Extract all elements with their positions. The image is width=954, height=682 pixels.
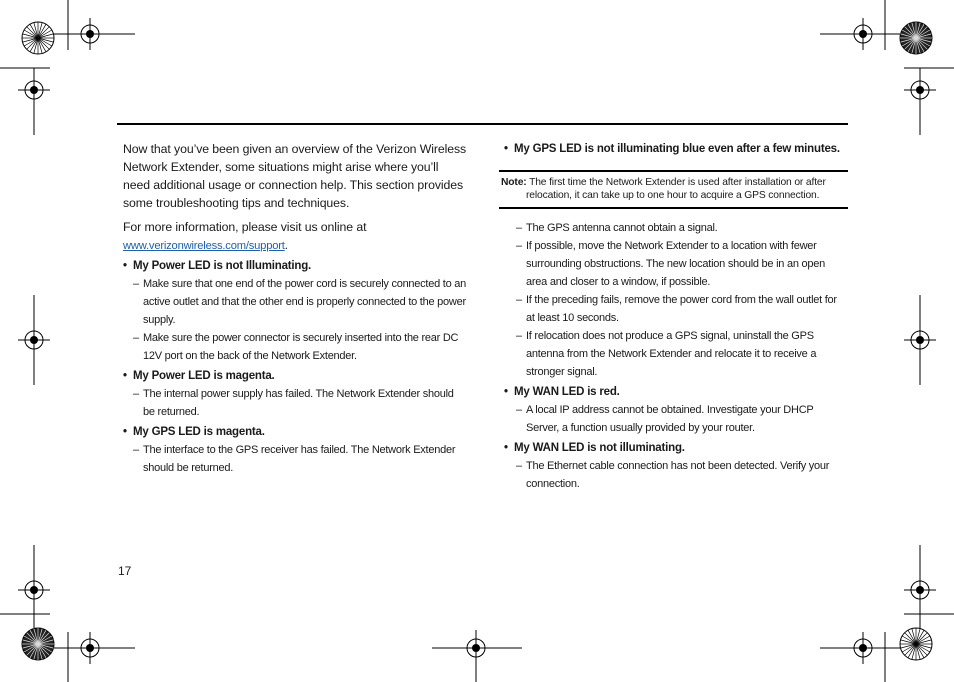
note-line-2: relocation, it can take up to one hour to acquire a GPS connection. <box>526 189 820 201</box>
registration-mark <box>18 574 50 606</box>
dash-icon: – <box>133 278 139 290</box>
list-item <box>499 327 848 381</box>
registration-mark <box>847 18 879 50</box>
color-bar-mark <box>22 22 54 54</box>
list-item <box>123 441 468 477</box>
item-text: A local IP address cannot be obtained. Investigate your DHCP Server, a function usually provided by your router. <box>526 404 814 434</box>
item-text: The interface to the GPS receiver has failed. The Network Extender should be returned. <box>143 444 456 474</box>
dash-icon: – <box>516 404 522 416</box>
heading-text: My GPS LED is not illuminating blue even after a few minutes. <box>514 143 840 155</box>
note-label: Note: <box>501 177 527 188</box>
page-number: 17 <box>118 564 132 578</box>
list-item <box>499 401 848 437</box>
item-text: Make sure that one end of the power cord is securely connected to an active outlet and that the other end is properly connected to the power supply. <box>143 278 466 326</box>
registration-mark <box>74 18 106 50</box>
section-heading <box>499 140 848 158</box>
list-item <box>499 291 848 327</box>
heading-text: My WAN LED is red. <box>514 386 620 398</box>
item-text: If relocation does not produce a GPS signal, uninstall the GPS antenna from the Network Extender and relocate it to receive a stronger signal. <box>526 330 817 378</box>
registration-mark <box>460 632 492 664</box>
section-heading <box>499 383 848 401</box>
dash-icon: – <box>133 444 139 456</box>
list-item <box>499 237 848 291</box>
bullet-icon: • <box>504 442 508 454</box>
section-power-not-illuminating <box>123 257 468 365</box>
bullet-icon: • <box>123 370 127 382</box>
list-item <box>123 385 468 421</box>
list-item <box>123 275 468 329</box>
right-column <box>499 140 848 493</box>
color-bar-mark <box>900 628 932 660</box>
heading-text: My Power LED is not Illuminating. <box>133 260 312 272</box>
bullet-icon: • <box>123 426 127 438</box>
note-line-1 <box>501 177 848 190</box>
item-text: The internal power supply has failed. The Network Extender should be returned. <box>143 388 454 418</box>
note-box <box>499 170 848 209</box>
item-text: If the preceding fails, remove the power cord from the wall outlet for at least 10 seconds. <box>526 294 837 324</box>
dash-icon: – <box>516 222 522 234</box>
registration-mark <box>18 324 50 356</box>
more-info-text: For more information, please visit us online at <box>123 220 367 234</box>
section-heading <box>123 257 468 275</box>
dash-icon: – <box>516 330 522 342</box>
intro-paragraph: Now that you’ve been given an overview of the Verizon Wireless Network Extender, some situations might arise where you’ll need additional usage or connection help. This section provides some troubleshooting tips and techniques. <box>123 142 467 210</box>
section-heading <box>499 439 848 457</box>
registration-mark <box>18 74 50 106</box>
section-heading <box>123 367 468 385</box>
dash-icon: – <box>516 240 522 252</box>
registration-mark <box>74 632 106 664</box>
bullet-icon: • <box>504 386 508 398</box>
note-text: The first time the Network Extender is used after installation or after <box>529 177 826 188</box>
more-info-paragraph <box>123 218 468 255</box>
section-gps-magenta <box>123 423 468 477</box>
list-item <box>499 457 848 493</box>
heading-text: My GPS LED is magenta. <box>133 426 265 438</box>
dash-icon: – <box>133 332 139 344</box>
color-bar-mark <box>900 22 932 54</box>
color-bar-mark <box>22 628 54 660</box>
registration-mark <box>904 574 936 606</box>
support-link[interactable]: www.verizonwireless.com/support <box>123 240 285 252</box>
list-item <box>123 329 468 365</box>
registration-mark <box>904 324 936 356</box>
list-item <box>499 219 848 237</box>
registration-mark <box>847 632 879 664</box>
heading-text: My WAN LED is not illuminating. <box>514 442 685 454</box>
bullet-icon: • <box>504 143 508 155</box>
section-wan-not-illuminating <box>499 439 848 493</box>
item-text: The GPS antenna cannot obtain a signal. <box>526 222 718 234</box>
link-suffix: . <box>284 238 288 252</box>
section-gps-not-blue <box>499 140 848 381</box>
header-rule <box>117 123 848 125</box>
bullet-icon: • <box>123 260 127 272</box>
section-power-magenta <box>123 367 468 421</box>
section-wan-red <box>499 383 848 437</box>
registration-mark <box>904 74 936 106</box>
item-text: Make sure the power connector is securely inserted into the rear DC 12V port on the back of the Network Extender. <box>143 332 459 362</box>
section-heading <box>123 423 468 441</box>
dash-icon: – <box>516 460 522 472</box>
left-column <box>123 140 468 477</box>
item-text: If possible, move the Network Extender to a location with fewer surrounding obstructions. The new location should be in an open area and closer to a window, if possible. <box>526 240 825 288</box>
dash-icon: – <box>516 294 522 306</box>
dash-icon: – <box>133 388 139 400</box>
heading-text: My Power LED is magenta. <box>133 370 275 382</box>
item-text: The Ethernet cable connection has not been detected. Verify your connection. <box>526 460 830 490</box>
